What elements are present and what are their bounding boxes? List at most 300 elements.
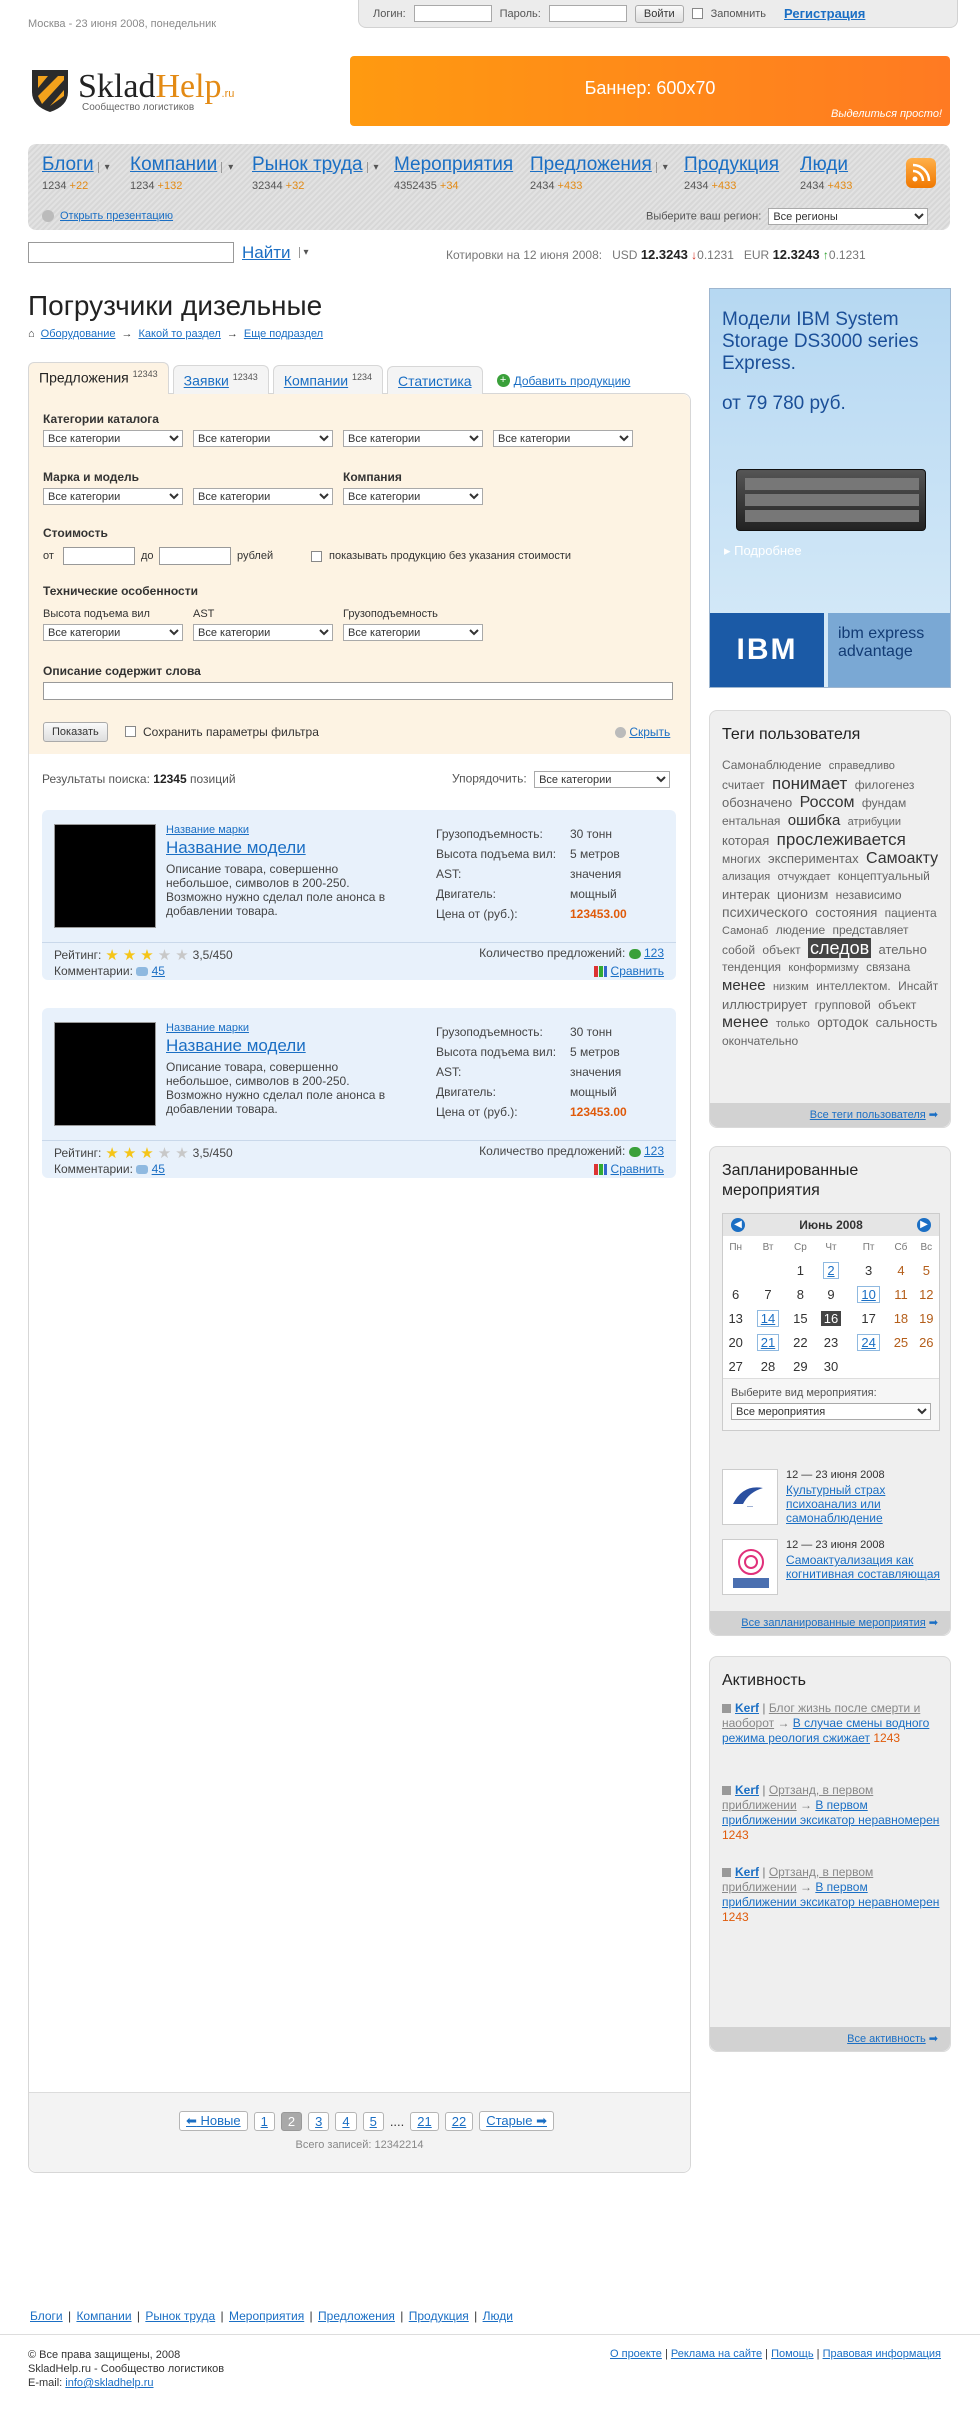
calendar-day-event[interactable] (813, 1258, 849, 1282)
add-product-link[interactable]: Добавить продукцию (513, 373, 631, 388)
breadcrumb-link[interactable]: Оборудование (40, 328, 116, 340)
pager-page[interactable]: 3 (308, 2112, 329, 2131)
arrow-down-icon: ↓ (691, 248, 698, 262)
nav-item-jobs[interactable] (252, 154, 379, 192)
footer-link[interactable]: Мероприятия (228, 2309, 305, 2323)
region-select[interactable] (768, 208, 928, 225)
ast-label: AST (193, 608, 215, 620)
pager-page[interactable]: 21 (410, 2112, 438, 2131)
product-brand-link[interactable]: Название марки (166, 1022, 249, 1034)
activity-footer (710, 2027, 950, 2051)
offers-label: Количество предложений: (479, 946, 626, 960)
logo-tld: .ru (221, 87, 235, 100)
events-footer (710, 1611, 950, 1635)
event-type-label: Выберите вид мероприятия: (731, 1387, 877, 1399)
calendar-day (748, 1258, 787, 1282)
star-icon[interactable]: ★ (105, 1145, 119, 1162)
register-link[interactable]: Регистрация (784, 6, 866, 21)
calendar-day (914, 1354, 939, 1378)
usd-label: USD (612, 248, 638, 262)
tag[interactable]: ортодок (817, 1014, 869, 1030)
tag[interactable]: ализация (722, 871, 771, 883)
breadcrumb-link[interactable]: Еще подраздел (243, 328, 324, 340)
tags-footer (710, 1103, 950, 1127)
tab-companies[interactable] (273, 365, 383, 394)
tag[interactable]: Самонаблюдение (722, 758, 822, 772)
save-params-label: Сохранить параметры фильтра (143, 725, 319, 739)
presentation[interactable] (42, 210, 173, 222)
model-select[interactable] (193, 488, 333, 505)
offers-label: Количество предложений: (479, 1144, 626, 1158)
day-number: 21 (757, 1334, 779, 1351)
svg-text:—: — (747, 1504, 753, 1510)
tag[interactable]: представляет (832, 923, 909, 937)
logo-subtitle: Сообщество логистиков (82, 102, 195, 113)
pager-page[interactable]: 4 (335, 2112, 356, 2131)
footer-link[interactable]: О проекте (610, 2348, 662, 2360)
calendar-day: 12 (919, 1286, 934, 1302)
breadcrumb-link[interactable]: Какой то раздел (138, 328, 221, 340)
show-button[interactable]: Показать (43, 722, 108, 742)
tag[interactable]: прослеживается (776, 830, 906, 849)
nav-item-events[interactable] (394, 154, 513, 192)
capacity-select[interactable] (343, 624, 483, 641)
tag-highlighted[interactable]: следов (809, 938, 870, 958)
tag[interactable]: считает (722, 778, 765, 792)
pager-page[interactable]: 5 (363, 2112, 384, 2131)
pager-prev-label: Новые (200, 2113, 241, 2128)
nav-link[interactable]: Мероприятия (394, 154, 514, 175)
currency-quotes (446, 247, 866, 262)
tag[interactable]: многих (722, 852, 761, 866)
nav-count: 1234 (130, 180, 155, 192)
product-image[interactable] (54, 824, 156, 928)
calendar-day: 7 (764, 1286, 772, 1302)
event-logo[interactable] (722, 1469, 778, 1525)
ad-title: Модели IBM System Storage DS3000 series Express. (722, 309, 919, 374)
spec-label: Двигатель: (436, 887, 496, 901)
product-model-link[interactable]: Название модели (166, 838, 306, 857)
activity-blog[interactable]: Ортзанд, в первом приближении (722, 1865, 874, 1894)
event-title-link[interactable]: Самоактуализация как когнитивная составляющая (786, 1553, 940, 1581)
offers-link[interactable]: 123 (643, 946, 664, 960)
tab-offers[interactable] (28, 362, 169, 394)
ast-select[interactable] (193, 624, 333, 641)
tag[interactable]: окончательно (722, 1034, 799, 1048)
capacity-label: Грузоподъемность (343, 608, 438, 620)
nav-item-offers[interactable] (530, 154, 668, 192)
calendar-day-event[interactable] (849, 1330, 888, 1354)
rating-value: 3,5/450 (192, 1146, 233, 1160)
spec-label: Двигатель: (436, 1085, 496, 1099)
spec-label: Высота подъема вил: (436, 847, 557, 861)
event-date: 12 — 23 июня 2008 (786, 1469, 885, 1481)
price-title: Стоимость (43, 526, 108, 540)
compare-link[interactable]: Сравнить (610, 964, 664, 978)
tag[interactable]: низким (772, 981, 809, 993)
tag[interactable]: пациента (884, 906, 937, 920)
sort-control (452, 771, 670, 788)
sort-select[interactable] (534, 771, 670, 788)
tag[interactable]: понимает (771, 774, 848, 793)
all-events-link[interactable]: Все запланированные мероприятия (741, 1617, 926, 1629)
tag[interactable]: Самонаб (722, 925, 769, 937)
spec-label: Высота подъема вил: (436, 1045, 557, 1059)
calendar-day: 18 (893, 1310, 909, 1326)
nav-link[interactable]: Компании (130, 154, 218, 175)
activity-post[interactable]: В случае смены водного режима реология сжижает (722, 1716, 930, 1745)
activity-blog[interactable]: Блог жизнь после смерти и наоборот (722, 1701, 921, 1730)
nav-delta: +433 (827, 180, 853, 192)
arrow-right-icon: → (777, 1716, 790, 1730)
catalog-select-4[interactable] (493, 430, 633, 447)
chevron-down-icon[interactable]: ▾ (221, 162, 233, 173)
price-to-input[interactable] (159, 547, 231, 565)
star-empty-icon[interactable]: ★ (175, 1145, 189, 1162)
tag[interactable]: обозначено (722, 795, 793, 810)
remember-checkbox[interactable] (692, 8, 703, 19)
spec-value: 5 метров (570, 847, 620, 861)
tab-count: 12343 (132, 369, 158, 379)
calendar-day: 20 (728, 1334, 743, 1350)
comments-label: Комментарии: (54, 964, 133, 978)
tag[interactable]: ционизм (776, 887, 829, 902)
activity-user[interactable]: Kerf (735, 1701, 760, 1715)
tag[interactable]: иллюстрирует (722, 997, 808, 1012)
user-icon (722, 1704, 731, 1713)
breadcrumb (28, 328, 323, 340)
speech-bubble-icon (629, 949, 641, 959)
footer-link[interactable]: Рынок труда (145, 2309, 216, 2323)
chevron-down-icon[interactable]: ▾ (98, 162, 110, 173)
bar-chart-icon (594, 966, 607, 977)
pager-prev[interactable] (179, 2111, 248, 2131)
logo-name-b: Help (155, 67, 222, 105)
login-bar (358, 0, 958, 28)
tag[interactable]: состояния (815, 905, 878, 920)
calendar-day-event[interactable] (748, 1306, 787, 1330)
event-item (722, 1469, 944, 1529)
chevron-down-icon[interactable]: ▾ (656, 162, 668, 173)
calendar-prev-icon[interactable]: ◀ (731, 1218, 745, 1232)
hide-filter[interactable] (615, 725, 670, 739)
ad-price: от 79 780 руб. (722, 393, 846, 414)
calendar-day: 13 (728, 1310, 743, 1326)
email-link[interactable]: info@skladhelp.ru (65, 2377, 154, 2389)
top-banner[interactable] (350, 56, 950, 126)
tag[interactable]: конформизму (788, 962, 859, 974)
nav-item-companies[interactable] (130, 154, 233, 192)
no-price-checkbox[interactable] (311, 551, 322, 562)
nav-link[interactable]: Блоги (42, 154, 94, 175)
tag-cloud (722, 757, 944, 1050)
tag[interactable]: которая (722, 833, 770, 848)
weekday: Вт (762, 1241, 774, 1253)
nav-delta: +34 (439, 180, 459, 192)
activity-box (709, 1656, 951, 2052)
tag[interactable]: ошибка (787, 812, 841, 829)
product-description: Описание товара, совершенно небольшое, символов в 200-250. Возможно нужно сделал поле анонса в добавлении товара. (166, 862, 386, 918)
nav-count: 2434 (530, 180, 555, 192)
star-empty-icon[interactable]: ★ (157, 1145, 172, 1162)
nav-count: 2434 (800, 180, 825, 192)
filter-panel (29, 394, 690, 754)
ibm-ad[interactable] (709, 288, 951, 688)
footer-link[interactable]: Люди (482, 2309, 513, 2323)
password-input[interactable] (549, 5, 627, 22)
tag[interactable]: только (775, 1018, 810, 1030)
tag[interactable]: экспериментах (767, 851, 859, 866)
results-unit: позиций (190, 772, 236, 786)
tag[interactable]: психического (722, 904, 808, 920)
presentation-link[interactable]: Открыть презентацию (60, 210, 174, 222)
calendar-day: 27 (728, 1358, 743, 1374)
tag[interactable]: справедливо (828, 760, 895, 772)
calendar-next-icon[interactable]: ▶ (917, 1218, 931, 1232)
search-button[interactable]: Найти (242, 242, 291, 262)
event-type-select[interactable] (731, 1403, 931, 1420)
tag[interactable]: связана (866, 960, 911, 974)
copyright-text: © Все права защищены, 2008 (28, 2349, 181, 2361)
sort-label: Упорядочить: (452, 771, 527, 786)
tag[interactable]: атрибуции (847, 816, 901, 828)
fork-height-label: Высота подъема вил (43, 608, 150, 620)
weekday: Сб (894, 1241, 908, 1253)
pager-next[interactable] (479, 2111, 554, 2131)
rss-icon[interactable] (906, 158, 936, 188)
tag[interactable]: менее (722, 977, 766, 994)
search-input[interactable] (28, 242, 234, 263)
tags-box (709, 710, 951, 1128)
nav-delta: +32 (285, 180, 305, 192)
product-compare[interactable] (594, 1162, 664, 1176)
product-spec-values (570, 824, 627, 924)
calendar-day-today[interactable] (813, 1306, 849, 1330)
company-select[interactable] (343, 488, 483, 505)
tag[interactable]: тенденция (722, 960, 782, 974)
tag[interactable]: интерак (722, 887, 770, 902)
tag[interactable]: интеллектом. (816, 979, 891, 993)
tag[interactable]: собой (722, 943, 756, 957)
results-number: 12345 (153, 772, 187, 786)
speech-bubble-icon (629, 1147, 641, 1157)
calendar-day: 15 (793, 1310, 808, 1326)
footer-divider (0, 2334, 980, 2335)
tab-statistics[interactable] (387, 366, 483, 394)
logo-shield-icon (28, 66, 72, 114)
nav-link[interactable]: Продукция (684, 154, 780, 175)
day-number: 16 (821, 1311, 841, 1326)
tag[interactable]: ательно (878, 942, 927, 957)
server-icon (736, 469, 926, 531)
save-params-checkbox[interactable] (125, 726, 136, 737)
footer-link[interactable]: Компании (76, 2309, 132, 2323)
tag[interactable]: менее (722, 1014, 769, 1031)
product-card (42, 1008, 676, 1178)
spec-value: мощный (570, 1085, 617, 1099)
catalog-select-3[interactable] (343, 430, 483, 447)
rating-value: 3,5/450 (192, 948, 233, 962)
price-to-label: до (141, 550, 154, 562)
activity-item: Kerf | Блог жизнь после смерти и наоборот → В случае смены водного режима реология сжижает 1243 (722, 1701, 930, 1745)
tag[interactable]: групповой (814, 998, 871, 1012)
product-model-link[interactable]: Название модели (166, 1036, 306, 1055)
day-number: 2 (823, 1262, 838, 1279)
spec-value: значения (570, 1065, 622, 1079)
events-box (709, 1146, 951, 1636)
tag[interactable]: филогенез (854, 778, 915, 792)
tab-label[interactable]: Заявки (183, 372, 229, 389)
site-text: SkladHelp.ru - Сообщество логистиков (28, 2363, 225, 2375)
footer-link[interactable]: Предложения (318, 2309, 395, 2323)
spec-value: значения (570, 867, 622, 881)
calendar-day: 8 (796, 1286, 804, 1302)
home-icon[interactable]: ⌂ (28, 328, 35, 340)
calendar-day: 19 (919, 1310, 934, 1326)
tag[interactable]: концептуальный (837, 869, 930, 883)
email-label: E-mail: (28, 2377, 63, 2389)
tag[interactable]: Инсайт (898, 979, 939, 993)
login-button[interactable]: Войти (635, 5, 684, 23)
calendar-day: 1 (796, 1262, 804, 1278)
iradio-logo[interactable] (722, 1539, 778, 1595)
tag[interactable]: независимо (835, 888, 902, 902)
product-offers (479, 1144, 664, 1158)
nav-item-people[interactable] (800, 154, 852, 192)
product-image[interactable] (54, 1022, 156, 1126)
activity-post[interactable]: В первом приближении эксикатор неравномерен (722, 1880, 940, 1909)
all-activity-link[interactable]: Все активность (847, 2033, 926, 2045)
login-input[interactable] (414, 5, 492, 22)
nav-delta: +433 (557, 180, 583, 192)
weekday: Пт (862, 1241, 875, 1253)
tag[interactable]: Россом (799, 794, 855, 811)
day-number: 14 (757, 1310, 779, 1327)
activity-item: Kerf | Ортзанд, в первом приближении → В первом приближении эксикатор неравномерен 1243 (722, 1865, 940, 1924)
tag[interactable]: людение (775, 923, 826, 937)
star-empty-icon[interactable]: ★ (157, 947, 172, 964)
nav-item-products[interactable] (684, 154, 779, 192)
pager-ellipsis: .... (389, 2113, 405, 2129)
calendar-day: 3 (864, 1262, 873, 1278)
all-tags-link[interactable]: Все теги пользователя (809, 1109, 926, 1121)
eur-value: 12.3243 (772, 247, 820, 262)
catalog-title: Категории каталога (43, 412, 159, 426)
pager-page-current[interactable]: 2 (281, 2112, 302, 2131)
tab-requests[interactable] (173, 365, 269, 394)
catalog-select-1[interactable] (43, 430, 183, 447)
fork-height-select[interactable] (43, 624, 183, 641)
star-icon[interactable]: ★ (140, 1145, 154, 1162)
product-brand-link[interactable]: Название марки (166, 824, 249, 836)
event-date: 12 — 23 июня 2008 (786, 1539, 885, 1551)
tag[interactable]: объект (878, 998, 917, 1012)
comments-label: Комментарии: (54, 1162, 133, 1176)
spec-value: мощный (570, 887, 617, 901)
comments-link[interactable]: 45 (151, 1162, 165, 1176)
tag[interactable]: фундам (861, 796, 907, 810)
star-icon[interactable]: ★ (105, 947, 119, 964)
nav-delta: +22 (69, 180, 89, 192)
nav-delta: +433 (711, 180, 737, 192)
price-from-input[interactable] (63, 547, 135, 565)
tag[interactable]: отчуждает (777, 871, 831, 883)
tab-label[interactable]: Компании (283, 372, 349, 389)
star-icon[interactable]: ★ (122, 1145, 137, 1162)
comment-icon (136, 1165, 148, 1174)
day-number: 24 (857, 1334, 879, 1351)
product-price: 123453.00 (570, 1105, 627, 1119)
tag[interactable]: сальность (875, 1015, 938, 1030)
product-rating (54, 1144, 233, 1162)
star-icon[interactable]: ★ (140, 947, 154, 964)
tag[interactable]: Самоакту (865, 850, 939, 867)
footer-link[interactable]: Продукция (408, 2309, 469, 2323)
pager-total: Всего записей: 12342214 (295, 2139, 424, 2151)
activity-user[interactable]: Kerf (735, 1783, 760, 1797)
compare-link[interactable]: Сравнить (610, 1162, 664, 1176)
activity-count: 1243 (722, 1910, 749, 1924)
results-label: Результаты поиска: (42, 772, 150, 786)
brand-select[interactable] (43, 488, 183, 505)
footer-link[interactable]: Помощь (771, 2348, 814, 2360)
nav-link[interactable]: Люди (800, 154, 849, 175)
chevron-down-icon[interactable]: ▾ (299, 247, 309, 258)
ad-more-label: Подробнее (734, 543, 802, 558)
product-offers (479, 946, 664, 960)
tag[interactable]: объект (762, 943, 801, 957)
calendar-day-event[interactable] (849, 1282, 888, 1306)
star-icon[interactable]: ★ (122, 947, 137, 964)
tab-label[interactable]: Статистика (398, 372, 472, 389)
no-price-label: показывать продукцию без указания стоимости (329, 550, 572, 562)
footer-link[interactable]: Реклама на сайте (670, 2348, 763, 2360)
footer-link[interactable]: Блоги (30, 2309, 63, 2323)
nav-link[interactable]: Рынок труда (252, 154, 363, 175)
ad-more[interactable]: ▸ Подробнее (724, 543, 802, 558)
desc-input[interactable] (43, 682, 673, 700)
chevron-down-icon[interactable]: ▾ (367, 162, 379, 173)
star-empty-icon[interactable]: ★ (175, 947, 189, 964)
product-card (42, 810, 676, 980)
events-title: Запланированные мероприятия (722, 1162, 859, 1199)
activity-post[interactable]: В первом приближении эксикатор неравномерен (722, 1798, 940, 1827)
day-number: 10 (857, 1286, 879, 1303)
hide-filter-link[interactable]: Скрыть (629, 725, 671, 739)
product-comments (54, 1162, 165, 1176)
activity-user[interactable]: Kerf (735, 1865, 760, 1879)
product-compare[interactable] (594, 964, 664, 978)
pager-page[interactable]: 1 (254, 2112, 275, 2131)
tags-title: Теги пользователя (722, 726, 861, 743)
catalog-select-2[interactable] (193, 430, 333, 447)
footer-link[interactable]: Правовая информация (822, 2348, 941, 2360)
offers-link[interactable]: 123 (643, 1144, 664, 1158)
pager-page[interactable]: 22 (445, 2112, 473, 2131)
quotes-label: Котировки на 12 июня 2008: (446, 248, 603, 262)
nav-link[interactable]: Предложения (530, 154, 652, 175)
calendar-day-event[interactable] (748, 1330, 787, 1354)
nav-item-blogs[interactable] (42, 154, 110, 192)
arrow-right-icon: ➡ (928, 1617, 938, 1629)
activity-blog[interactable]: Ортзанд, в первом приближении (722, 1783, 874, 1812)
tag[interactable]: ентальная (722, 814, 781, 828)
arrow-right-icon: → (800, 1880, 812, 1894)
add-product[interactable] (497, 374, 631, 394)
comments-link[interactable]: 45 (151, 964, 165, 978)
event-title-link[interactable]: Культурный страх психоанализ или самонаблюдение (786, 1483, 886, 1525)
user-icon (722, 1868, 731, 1877)
